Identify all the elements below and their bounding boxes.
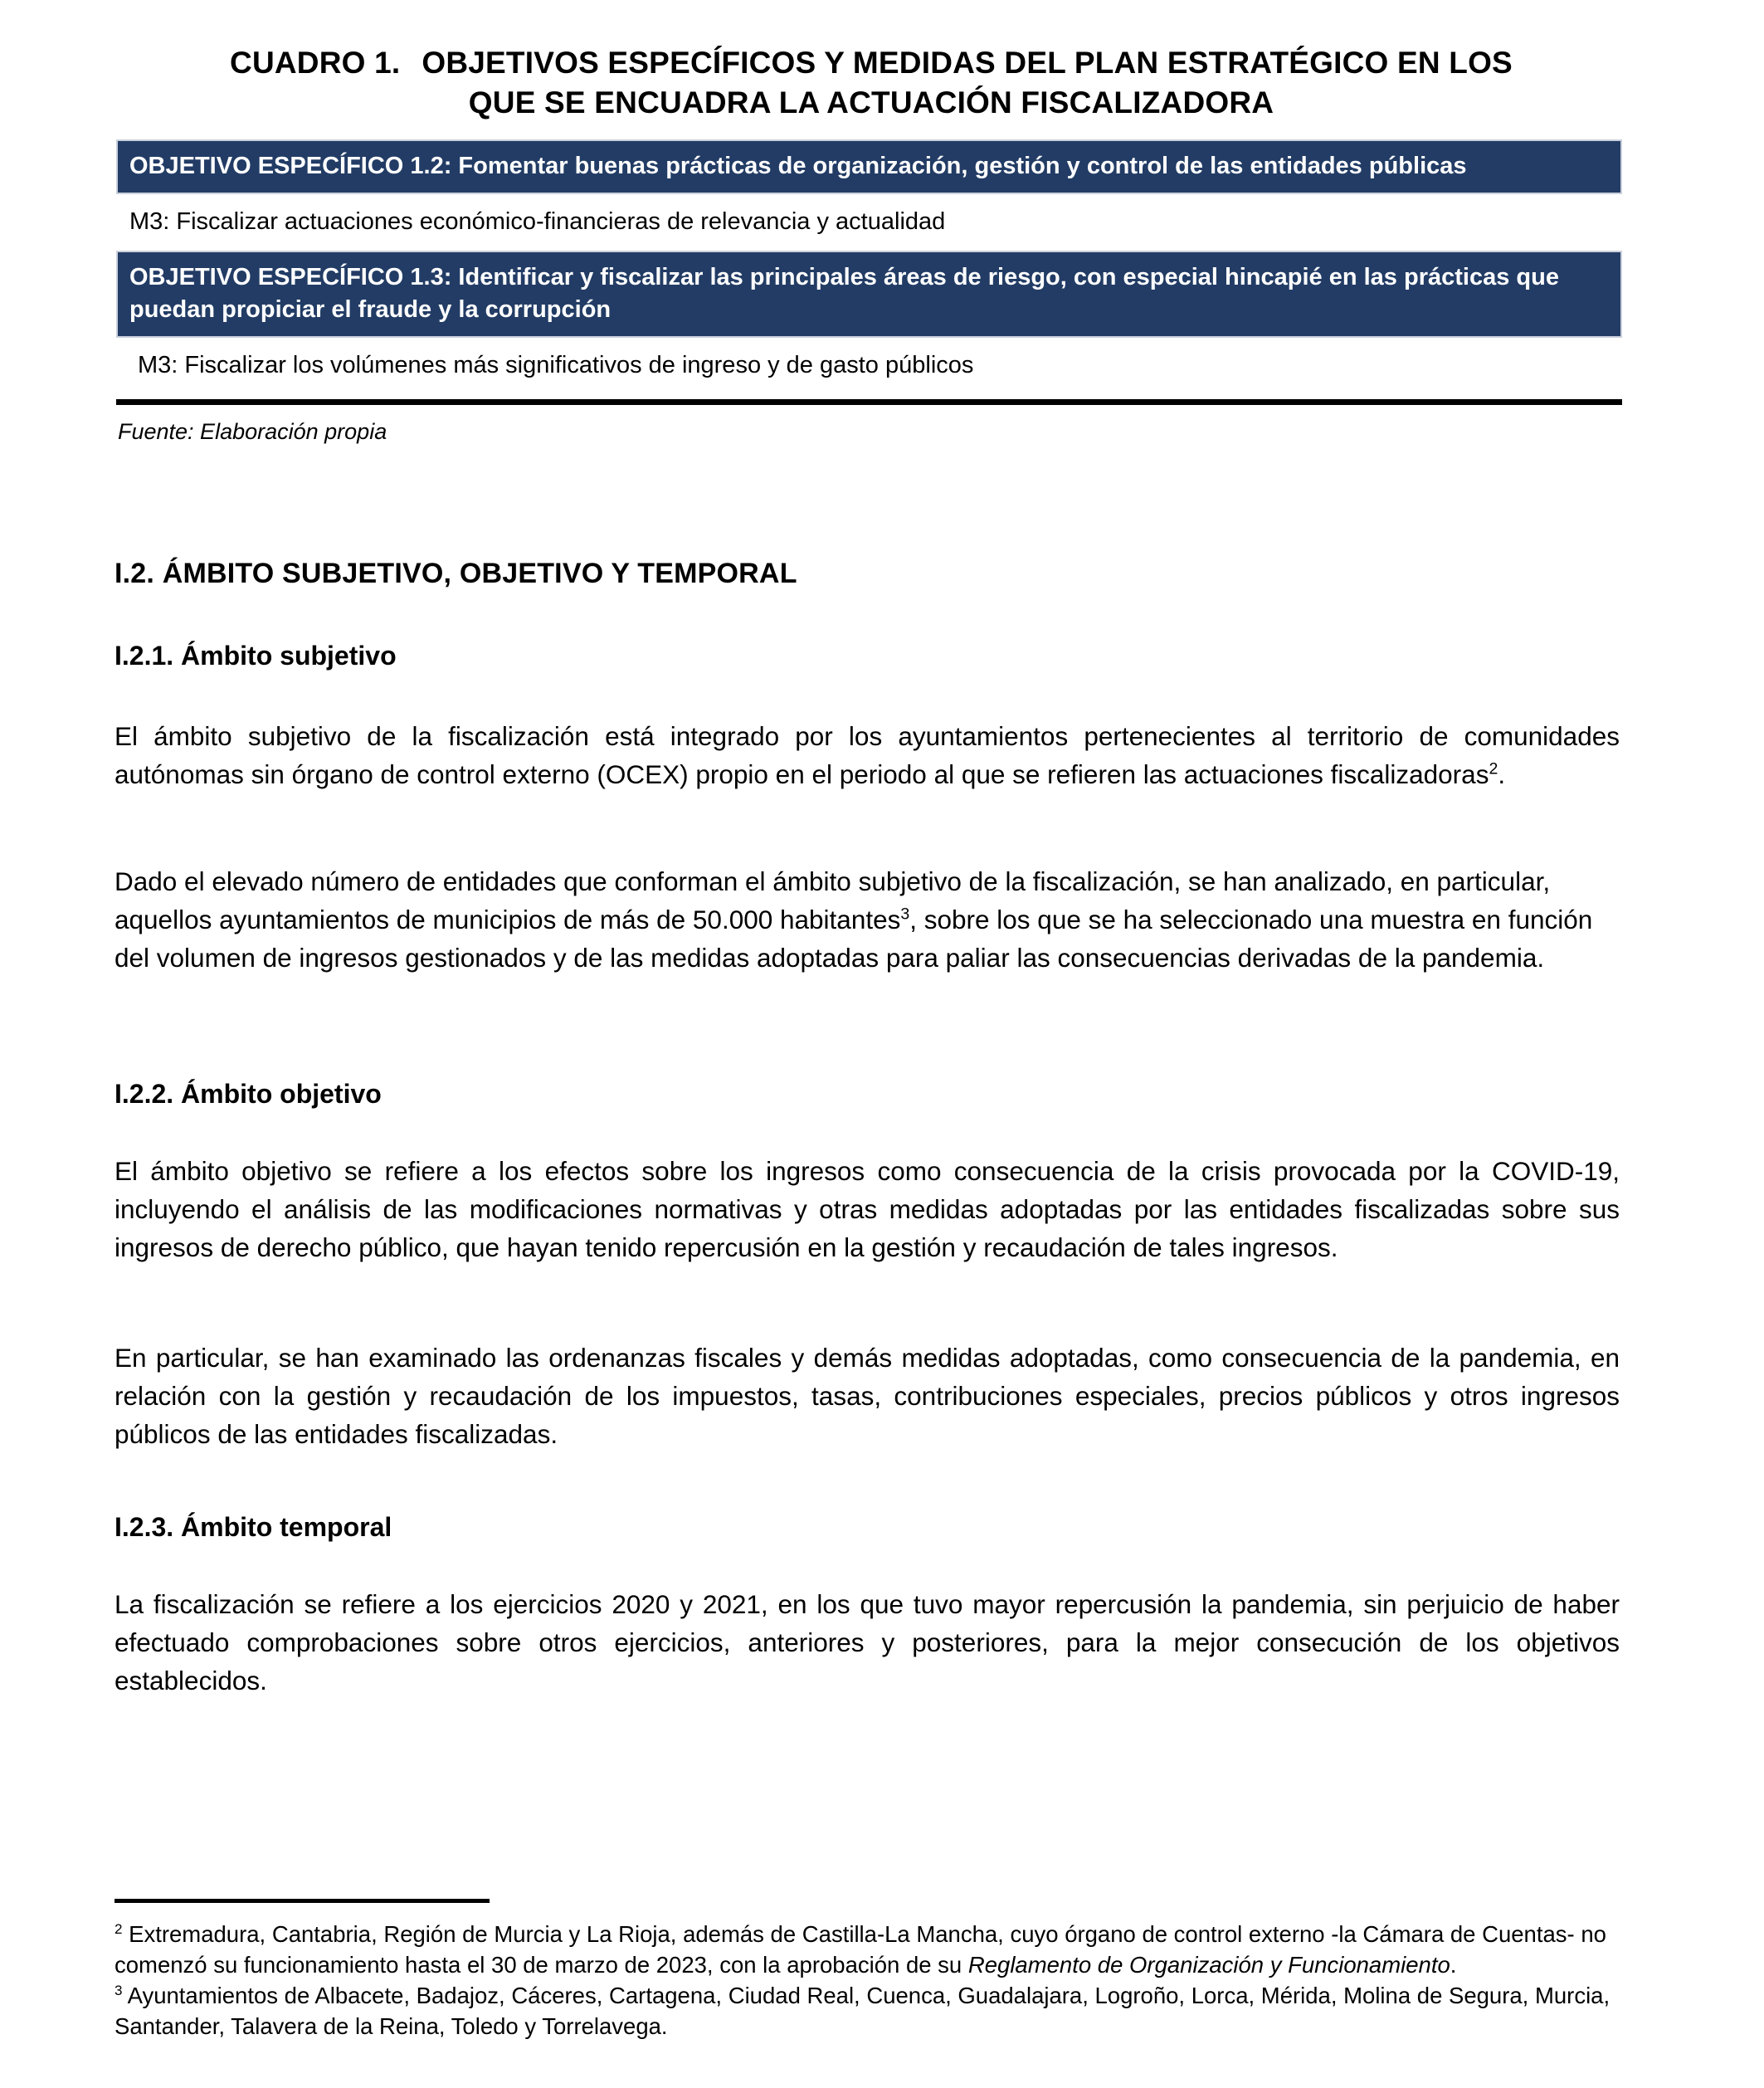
medida-row-2: M3: Fiscalizar los volúmenes más significativos de ingreso y de gasto públicos	[138, 352, 974, 379]
title-line-1	[124, 43, 1618, 83]
footnote-separator-rule	[115, 1899, 490, 1903]
section-heading-i2: I.2. ÁMBITO SUBJETIVO, OBJETIVO Y TEMPORAL	[115, 558, 797, 589]
paragraph-i21-1	[115, 717, 1620, 793]
paragraph-i23-1: La fiscalización se refiere a los ejercicios 2020 y 2021, en los que tuvo mayor repercusión la pandemia, sin perjuicio de haber efectuado comprobaciones sobre otros ejercicios, anteriores y posteriores, para la mejor consecución de los objetivos establecidos.	[115, 1589, 1620, 1696]
footnote-2-italic-title: Reglamento de Organización y Funcionamiento	[967, 1951, 1450, 1978]
footnote-ref-2[interactable]: 2	[1489, 759, 1498, 778]
table-source-note: Fuente: Elaboración propia	[118, 418, 387, 444]
footnotes-block	[115, 1920, 1620, 2042]
section-heading-i23: I.2.3. Ámbito temporal	[115, 1512, 392, 1542]
title-line-2: QUE SE ENCUADRA LA ACTUACIÓN FISCALIZADORA	[468, 85, 1274, 120]
cuadro-1-table	[116, 139, 1622, 445]
paragraph-i21-2-tail: , sobre los que se ha seleccionado una muestra en función del volumen de ingresos gestionados y de las medidas adoptadas para paliar las consecuencias derivadas de la pandemia.	[115, 905, 1593, 973]
footnote-2	[115, 1920, 1620, 1981]
section-heading-i22: I.2.2. Ámbito objetivo	[115, 1079, 382, 1109]
footnote-2-marker: 2	[115, 1920, 123, 1937]
paragraph-i22-2: En particular, se han examinado las ordenanzas fiscales y demás medidas adoptadas, como consecuencia de la pandemia, en relación con la gestión y recaudación de los impuestos, tasas, contribuciones especiales, precios públicos y otros ingresos públicos de las entidades fiscalizadas.	[115, 1343, 1620, 1450]
footnote-3-marker: 3	[115, 1982, 123, 1998]
footnote-2-tail: .	[1450, 1951, 1457, 1978]
paragraph-i21-1-text: El ámbito subjetivo de la fiscalización está integrado por los ayuntamientos pertenecientes al territorio de comunidades autónomas sin órgano de control externo (OCEX) propio en el periodo al que se refieren las actuaciones fiscalizadoras	[115, 721, 1620, 790]
section-heading-i21: I.2.1. Ámbito subjetivo	[115, 641, 397, 671]
medida-row-1: M3: Fiscalizar actuaciones económico-financieras de relevancia y actualidad	[129, 208, 946, 236]
table-bottom-rule	[116, 399, 1622, 405]
page-title	[124, 43, 1618, 123]
paragraph-i21-2	[115, 862, 1620, 977]
paragraph-i22-1: El ámbito objetivo se refiere a los efectos sobre los ingresos como consecuencia de la crisis provocada por la COVID-19, incluyendo el análisis de las modificaciones normativas y otras medidas adoptadas por las entidades fiscalizadas sobre sus ingresos de derecho público, que hayan tenido repercusión en la gestión y recaudación de tales ingresos.	[115, 1156, 1620, 1263]
footnote-3-text: Ayuntamientos de Albacete, Badajoz, Cáceres, Cartagena, Ciudad Real, Cuenca, Guadalajara, Logroño, Lorca, Mérida, Molina de Segura, Murcia, Santander, Talavera de la Reina, Toledo y Torrelavega.	[115, 1982, 1611, 2039]
objetivo-especifico-1-3-bar: OBJETIVO ESPECÍFICO 1.3: Identificar y fiscalizar las principales áreas de riesgo, con especial hincapié en las prácticas que puedan propiciar el fraude y la corrupción	[116, 251, 1622, 339]
footnote-ref-3[interactable]: 3	[900, 905, 910, 924]
objetivo-especifico-1-2-bar: OBJETIVO ESPECÍFICO 1.2: Fomentar buenas prácticas de organización, gestión y control de las entidades públicas	[116, 139, 1622, 194]
paragraph-i21-2-text: Dado el elevado número de entidades que conforman el ámbito subjetivo de la fiscalización, se han analizado, en particular, aquellos ayuntamientos de municipios de más de 50.000 habitantes	[115, 866, 1551, 935]
footnote-3	[115, 1981, 1620, 2042]
footnote-2-text: Extremadura, Cantabria, Región de Murcia y La Rioja, además de Castilla-La Mancha, cuyo órgano de control externo -la Cámara de Cuentas- no comenzó su funcionamiento hasta el 30 de marzo de 2023, con la aprobación de su	[115, 1921, 1606, 1978]
title-number: CUADRO 1.	[230, 46, 401, 80]
paragraph-i21-1-tail: .	[1498, 759, 1506, 790]
title-line-1-text: OBJETIVOS ESPECÍFICOS Y MEDIDAS DEL PLAN ESTRATÉGICO EN LOS	[422, 46, 1513, 80]
